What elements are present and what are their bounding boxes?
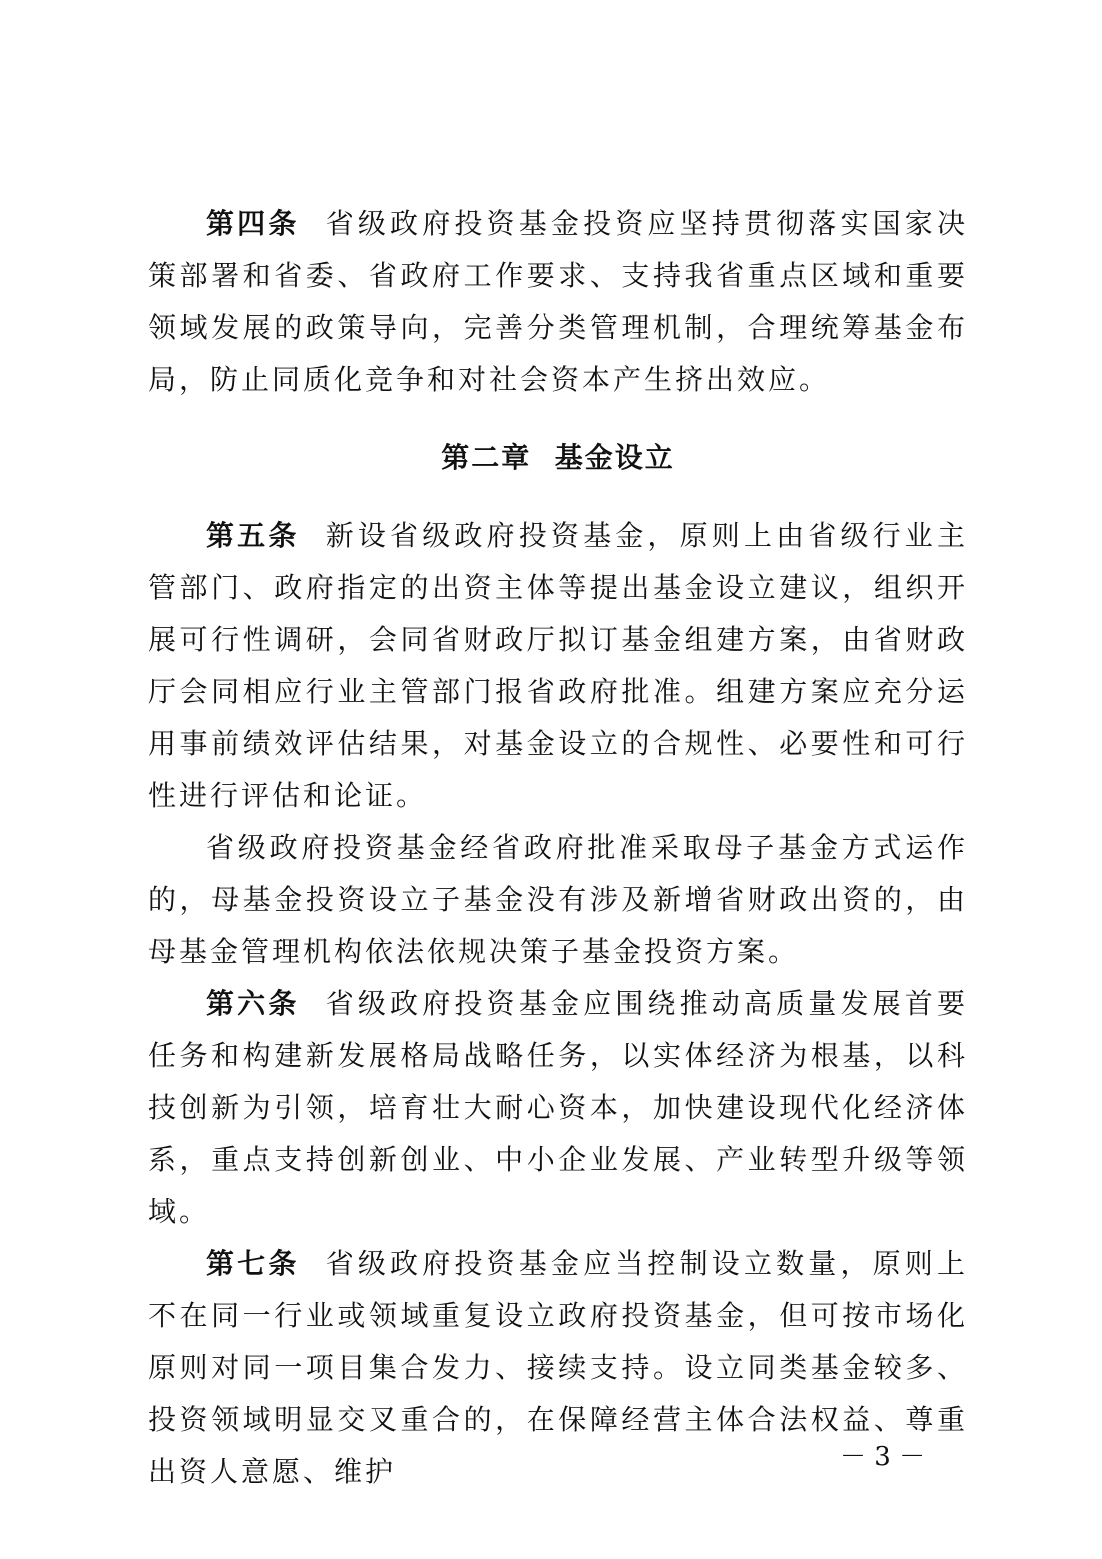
- article-4: [148, 198, 968, 406]
- article-label: 第七条: [206, 1247, 300, 1280]
- chapter-heading: 第二章 基金设立: [441, 441, 675, 474]
- article-text: 省级政府投资基金应当控制设立数量，原则上不在同一行业或领域重复设立政府投资基金，但可按市场化原则对同一项目集合发力、接续支持。设立同类基金较多、投资领域明显交叉重合的，在保障经营主体合法权益、尊重出资人意愿、维护: [148, 1247, 968, 1488]
- paragraph: 省级政府投资基金经省政府批准采取母子基金方式运作的，母基金投资设立子基金没有涉及新增省财政出资的，由母基金管理机构依法依规决策子基金投资方案。: [148, 831, 968, 968]
- page-number: － 3 －: [840, 1442, 926, 1472]
- article-5: [148, 510, 968, 822]
- article-text: 省级政府投资基金投资应坚持贯彻落实国家决策部署和省委、省政府工作要求、支持我省重点区域和重要领域发展的政策导向，完善分类管理机制，合理统筹基金布局，防止同质化竞争和对社会资本产生挤出效应。: [148, 207, 968, 396]
- article-text: 新设省级政府投资基金，原则上由省级行业主管部门、政府指定的出资主体等提出基金设立建议，组织开展可行性调研，会同省财政厅拟订基金组建方案，由省财政厅会同相应行业主管部门报省政府批准。组建方案应充分运用事前绩效评估结果，对基金设立的合规性、必要性和可行性进行评估和论证。: [148, 519, 968, 812]
- article-label: 第四条: [206, 207, 300, 240]
- article-6: [148, 978, 968, 1238]
- article-label: 第六条: [206, 987, 300, 1020]
- article-text: 省级政府投资基金应围绕推动高质量发展首要任务和构建新发展格局战略任务，以实体经济为根基，以科技创新为引领，培育壮大耐心资本，加快建设现代化经济体系，重点支持创新创业、中小企业发展、产业转型升级等领域。: [148, 987, 968, 1228]
- document-body: [148, 198, 968, 1498]
- article-label: 第五条: [206, 519, 300, 552]
